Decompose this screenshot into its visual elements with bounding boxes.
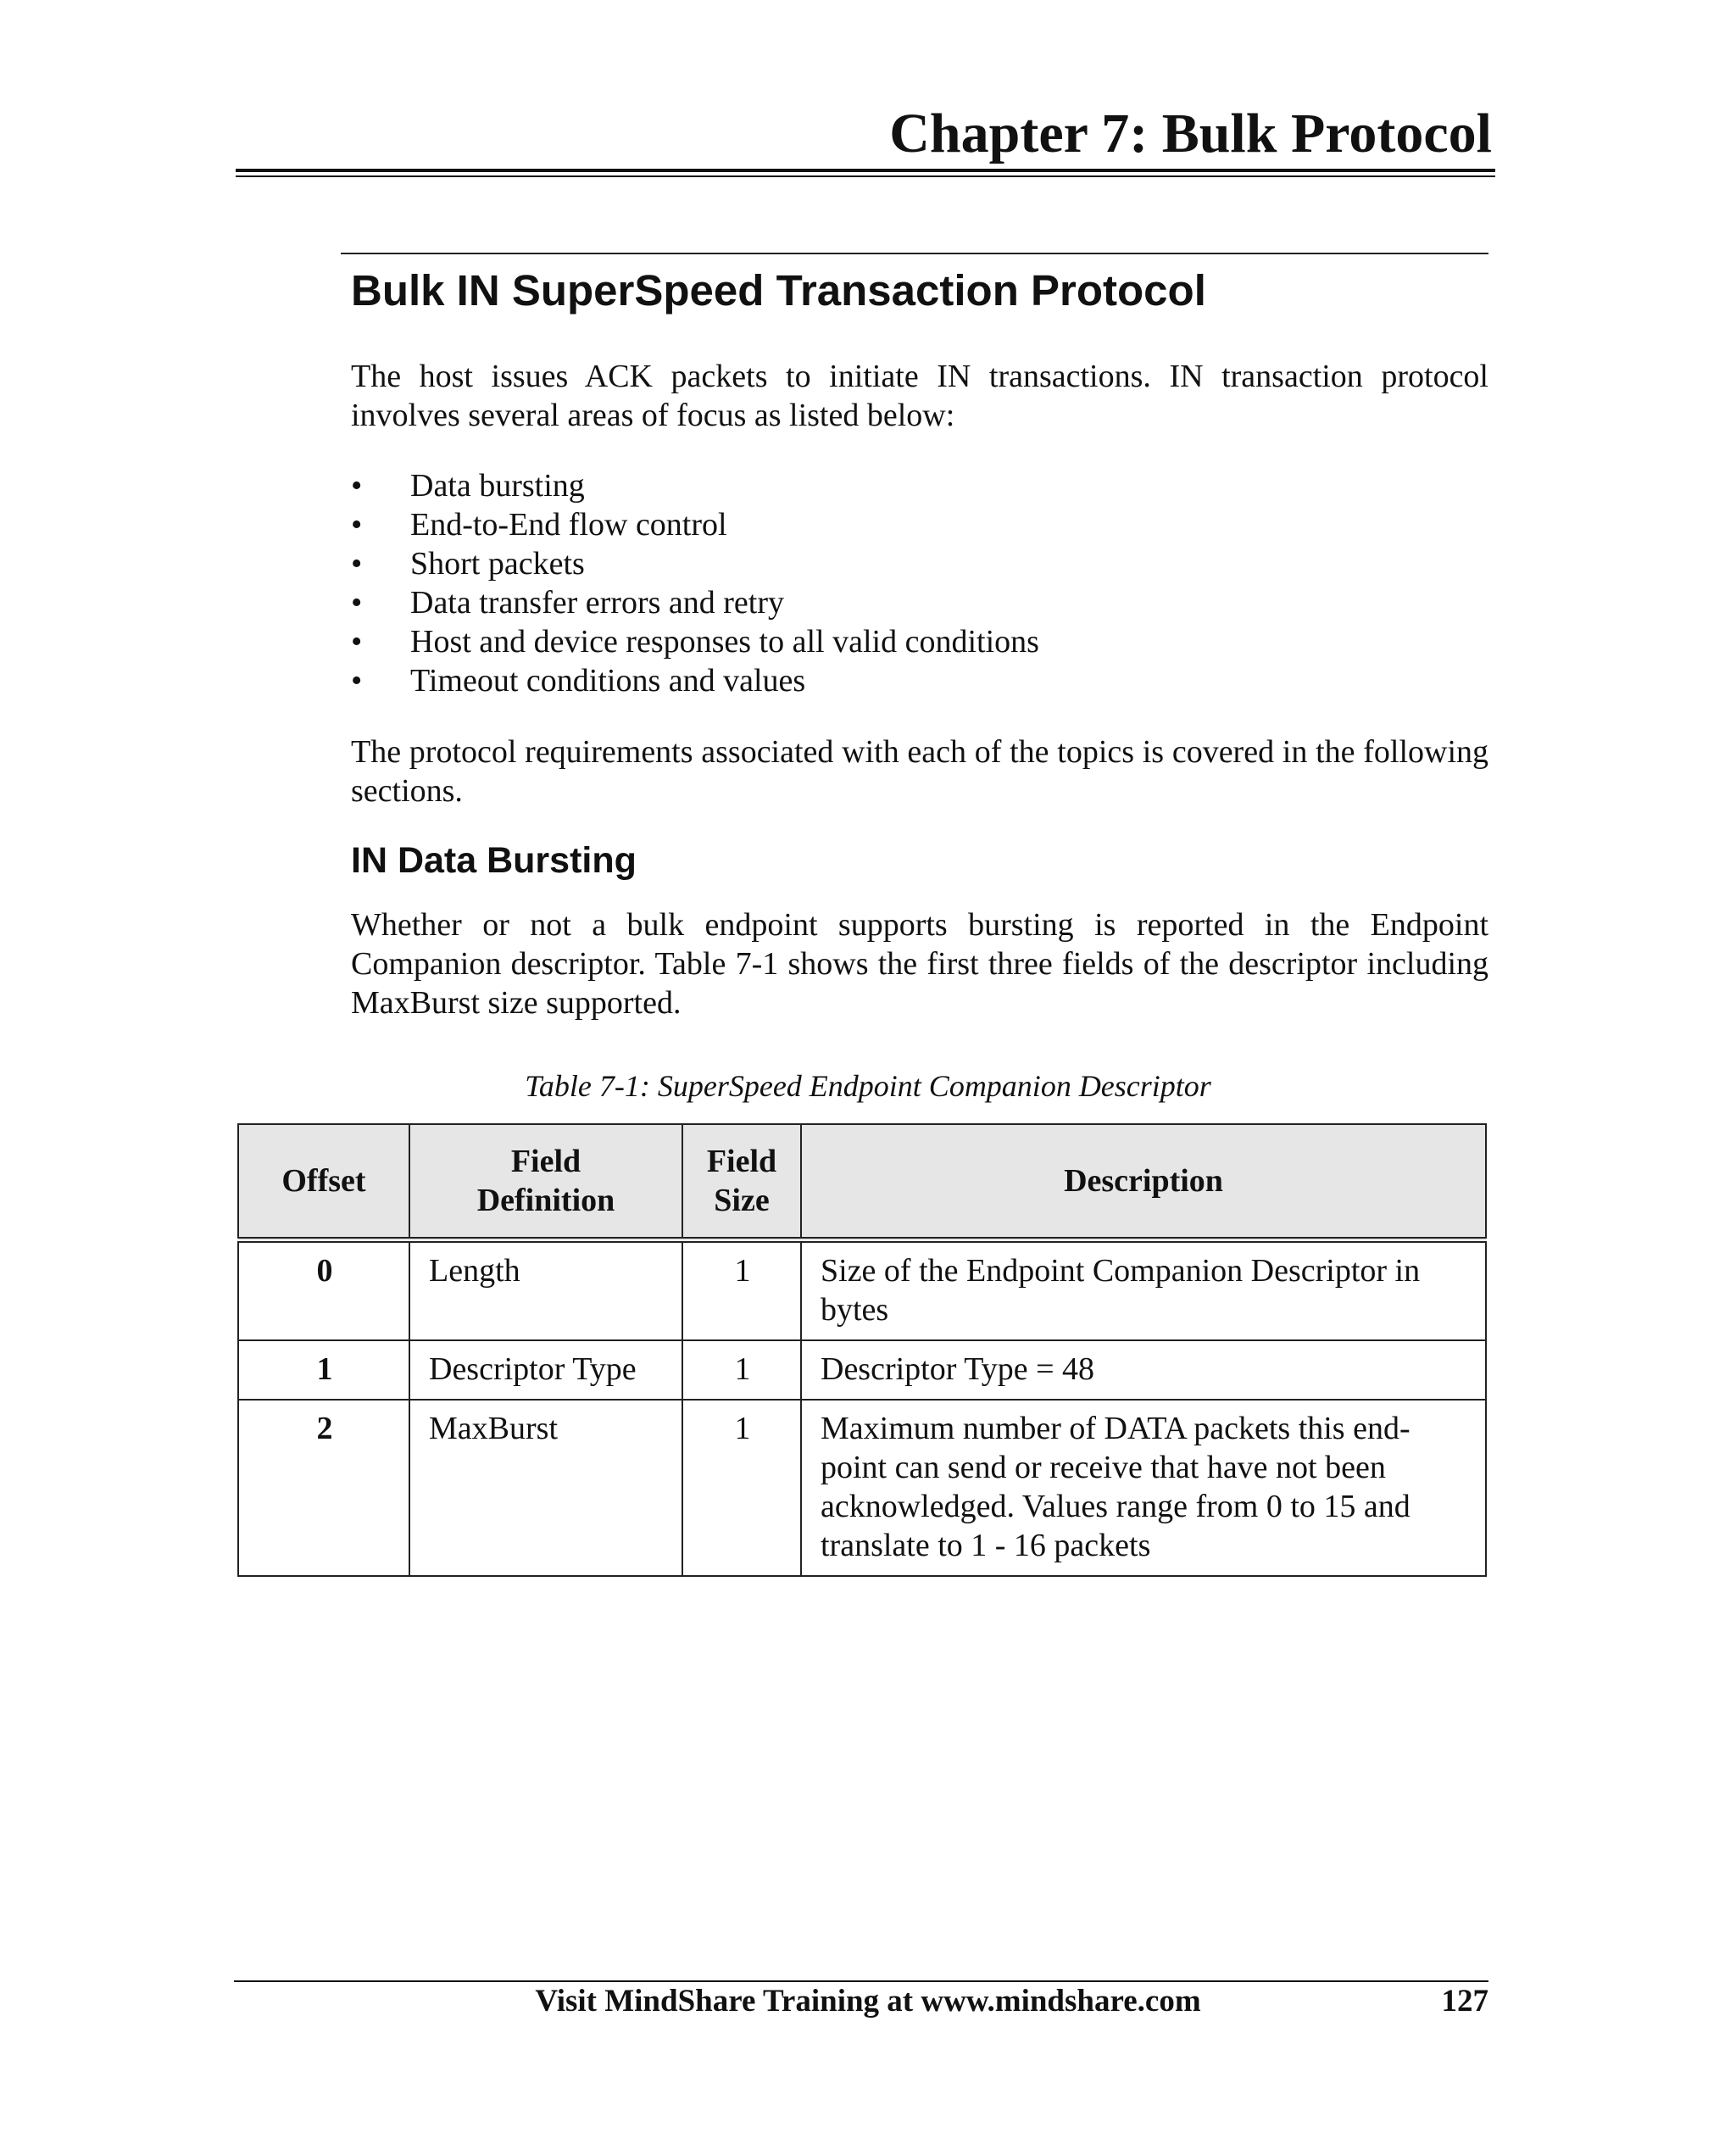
section-rule: [341, 253, 1488, 254]
bullet-icon: •: [351, 546, 363, 582]
cell-offset: 0: [238, 1240, 409, 1341]
table-caption: Table 7-1: SuperSpeed Endpoint Companion Descriptor: [525, 1069, 1211, 1103]
cell-offset: 1: [238, 1340, 409, 1400]
list-item-text: Short packets: [410, 546, 585, 582]
list-item-text: Data bursting: [410, 468, 585, 504]
list-item: [351, 583, 1039, 622]
footer-text: Visit MindShare Training at www.mindshare.com: [535, 1984, 1201, 2019]
cell-field-size: 1: [682, 1400, 801, 1576]
list-item: [351, 466, 1039, 505]
table-row: [238, 1340, 1486, 1400]
cell-field-definition: Descriptor Type: [409, 1340, 682, 1400]
list-item: [351, 622, 1039, 661]
bullet-icon: •: [351, 585, 363, 621]
cell-field-size: 1: [682, 1340, 801, 1400]
focus-areas-list: [351, 466, 1039, 700]
header-field-definition: Field Definition: [409, 1124, 682, 1240]
header-rule-thick: [236, 169, 1495, 172]
section-title: Bulk IN SuperSpeed Transaction Protocol: [351, 266, 1206, 315]
header-offset: Offset: [238, 1124, 409, 1240]
cell-offset: 2: [238, 1400, 409, 1576]
list-item-text: Data transfer errors and retry: [410, 585, 784, 621]
list-item-text: Timeout conditions and values: [410, 663, 806, 699]
intro-paragraph: The host issues ACK packets to initiate IN transactions. IN transaction protocol involves several areas of focus as listed below:: [351, 359, 1488, 433]
subsection-paragraph: Whether or not a bulk endpoint supports bursting is reported in the Endpoint Companion descriptor. Table 7-1 shows the first three fields of the descriptor including MaxBurst size supported.: [351, 907, 1488, 1021]
cell-field-definition: MaxBurst: [409, 1400, 682, 1576]
cell-description: Descriptor Type = 48: [801, 1340, 1486, 1400]
followup-paragraph: The protocol requirements associated with each of the topics is covered in the following sections.: [351, 734, 1488, 809]
list-item: [351, 544, 1039, 583]
page-number: 127: [1441, 1984, 1488, 2019]
header-rule-thin: [236, 175, 1495, 177]
list-item-text: Host and device responses to all valid conditions: [410, 624, 1039, 660]
table-row: [238, 1400, 1486, 1576]
list-item: [351, 505, 1039, 544]
table-row: [238, 1240, 1486, 1341]
chapter-title: Chapter 7: Bulk Protocol: [889, 103, 1492, 164]
cell-field-size: 1: [682, 1240, 801, 1341]
cell-description: Maximum number of DATA packets this end-point can send or receive that have not been acknowledged. Values range from 0 to 15 and translate to 1 - 16 packets: [801, 1400, 1486, 1576]
bullet-icon: •: [351, 507, 363, 543]
cell-description: Size of the Endpoint Companion Descriptor in bytes: [801, 1240, 1486, 1341]
header-field-size: Field Size: [682, 1124, 801, 1240]
table-header-row: [238, 1124, 1486, 1240]
header-description: Description: [801, 1124, 1486, 1240]
bullet-icon: •: [351, 468, 363, 504]
cell-field-definition: Length: [409, 1240, 682, 1341]
subsection-title: IN Data Bursting: [351, 840, 637, 881]
list-item-text: End-to-End flow control: [410, 507, 727, 543]
bullet-icon: •: [351, 663, 363, 699]
bullet-icon: •: [351, 624, 363, 660]
descriptor-table: [237, 1123, 1487, 1577]
list-item: [351, 661, 1039, 700]
